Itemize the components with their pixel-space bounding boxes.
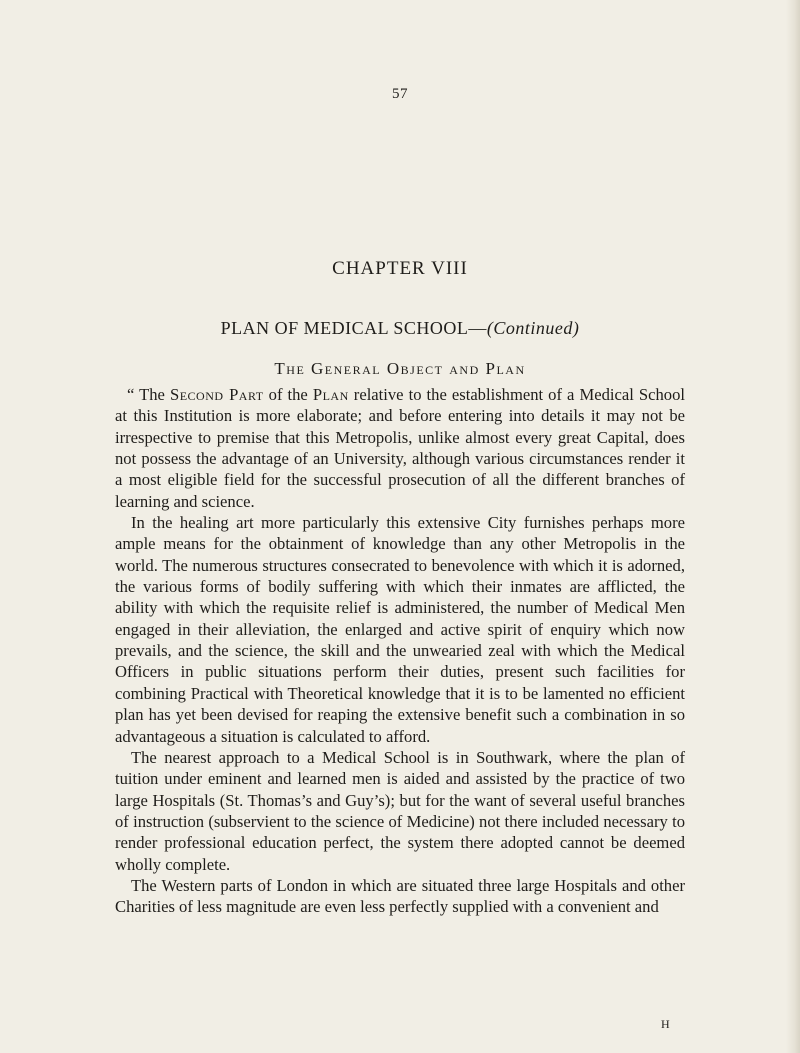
paragraph-3: The nearest approach to a Medical School is in Southwark, where the plan of tuition under eminent and learned men is aided and assisted by the practice of two large Hospitals (St. Thomas’s and Guy’s); but for the want of several useful branches of instruction (subservient to the science of Medicine) not there included necessary to render professional education perfect, the system there adopted cannot be deemed wholly complete. xyxy=(115,747,685,874)
plan-title xyxy=(0,318,800,339)
chapter-heading: CHAPTER VIII xyxy=(332,258,468,279)
page-number: 57 xyxy=(392,86,408,102)
paragraph-1 xyxy=(115,384,685,512)
paragraph-4: The Western parts of London in which are situated three large Hospitals and other Charities of less magnitude are even less perfectly supplied with a convenient and xyxy=(115,875,685,917)
paragraph-1-rest: relative to the establishment of a Medical School at this Institution is more elaborate; and before entering into details it may not be irrespective to premise that this Metropolis, unlike almost every great Capital, does not possess the advantage of an University, although various circumstances render it a most eligible field for the successful prosecution of all the different branches of learning and science. xyxy=(115,385,685,511)
plan-smallcaps: Plan xyxy=(312,385,349,404)
page-edge-shadow xyxy=(786,0,800,1053)
second-part-smallcaps: Second Part xyxy=(169,385,264,404)
section-heading: The General Object and Plan xyxy=(274,359,526,378)
paragraph-1-mid: of the xyxy=(263,385,313,404)
signature-mark: H xyxy=(661,1017,671,1031)
plan-title-main: PLAN OF MEDICAL SCHOOL— xyxy=(220,318,487,338)
body-text xyxy=(115,384,685,918)
plan-title-continued: (Continued) xyxy=(486,318,580,338)
paragraph-1-open: “ The xyxy=(127,385,170,404)
paragraph-2: In the healing art more particularly this extensive City furnishes perhaps more ample means for the obtainment of knowledge than any other Metropolis in the world. The numerous structures consecrated to benevolence with which it is adorned, the various forms of bodily suffering with which their inmates are afflicted, the ability with which the requisite relief is administered, the number of Medical Men engaged in their alleviation, the enlarged and active spirit of enquiry which now prevails, and the science, the skill and the unwearied zeal with which the Medical Officers in public situations perform their duties, present such facilities for combining Practical with Theoretical knowledge that it is to be lamented no efficient plan has yet been devised for reaping the extensive benefit such a combination in so advantageous a situation is calculated to afford. xyxy=(115,513,685,746)
